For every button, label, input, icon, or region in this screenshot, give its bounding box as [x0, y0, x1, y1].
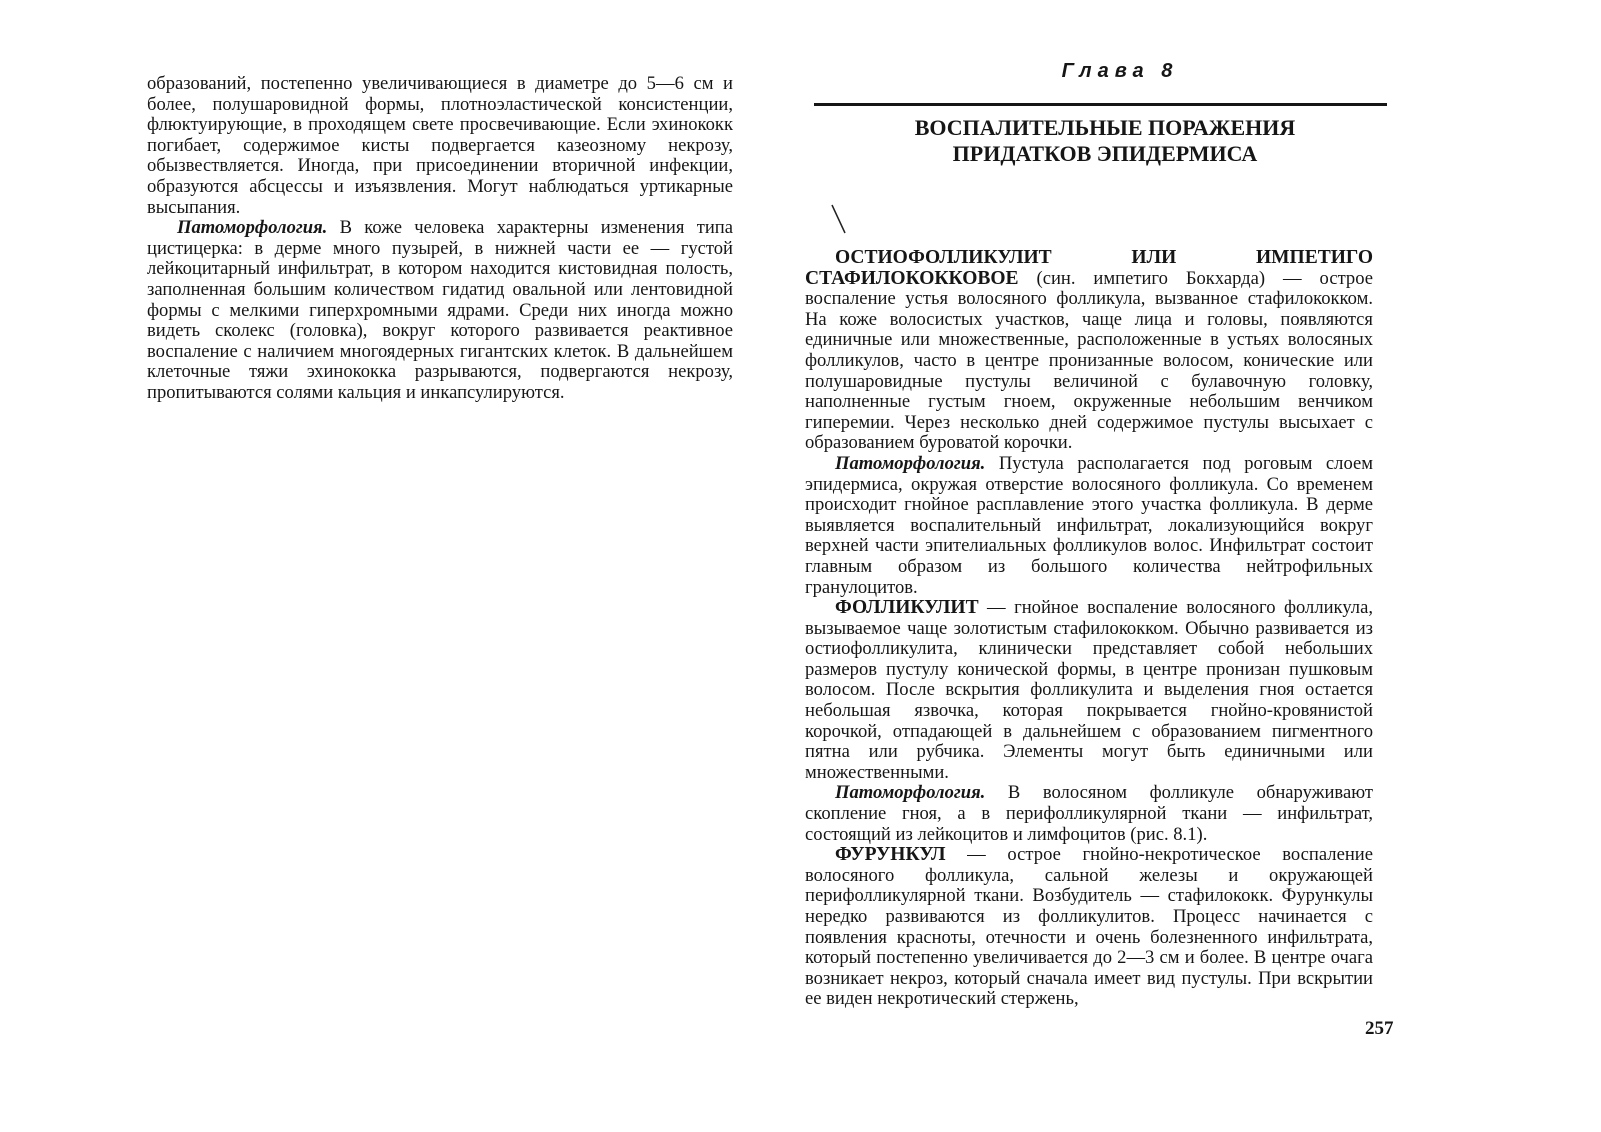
- chapter-title-line-2: ПРИДАТКОВ ЭПИДЕРМИСА: [952, 141, 1258, 166]
- chapter-rule: [814, 103, 1387, 106]
- term-pathomorphology: Патоморфология.: [835, 452, 986, 474]
- left-paragraph-1: [147, 74, 733, 218]
- right-paragraph-3: [805, 598, 1373, 783]
- chapter-title: [860, 115, 1350, 167]
- paragraph-text: (син. импетиго Бокхарда) — острое воспаление устья волосяного фолликула, вызванное стафилококком. На коже волосистых участков, чаще лица и головы, появляются единичные или множественные, расположенные в устьях волосяных фолликулов, часто в центре пронизанные волосом, конические или полушаровидные пустулы величиной с булавочную головку, наполненные густым гноем, окруженные небольшим венчиком гиперемии. Через несколько дней содержимое пустулы высыхает с образованием буроватой корочки.: [805, 267, 1373, 454]
- left-page: [147, 74, 733, 404]
- stray-pen-mark: [828, 203, 848, 235]
- paragraph-text: В волосяном фолликуле обнаруживают скопление гноя, а в перифолликулярной ткани — инфильтрат, состоящий из лейкоцитов и лимфоцитов (рис. 8.1).: [805, 782, 1373, 845]
- chapter-label: Глава 8: [1061, 60, 1179, 82]
- right-paragraph-1: [805, 248, 1373, 454]
- heading-furuncle: ФУРУНКУЛ: [835, 844, 946, 866]
- paragraph-text: образований, постепенно увеличивающиеся в диаметре до 5—6 см и более, полушаровидной формы, плотноэластической консистенции, флюктуирующие, в проходящем свете просвечивающие. Если эхинококк погибает, содержимое кисты подвергается казеозному некрозу, обызвествляется. Иногда, при присоединении вторичной инфекции, образуются абсцессы и изъязвления. Могут наблюдаться уртикарные высыпания.: [147, 73, 733, 218]
- right-body-text: [805, 248, 1373, 1010]
- heading-ostiofolliculitis: ОСТИОФОЛЛИКУЛИТ ИЛИ ИМПЕТИГО СТАФИЛОКОККОВОЕ: [805, 247, 1373, 289]
- paragraph-text: В коже человека характерны изменения типа цистицерка: в дерме много пузырей, в нижней части ее — густой лейкоцитарный инфильтрат, в котором находится кистовидная полость, заполненная большим количеством гидатид овальной или лентовидной формы с мелкими гиперхромными ядрами. Среди них иногда можно видеть сколекс (головка), вокруг которого развивается реактивное воспаление с наличием многоядерных гигантских клеток. В дальнейшем клеточные тяжи эхинококка разрываются, подвергаются некрозу, пропитываются солями кальция и инкапсулируются.: [147, 217, 733, 403]
- term-pathomorphology: Патоморфология.: [835, 782, 986, 804]
- term-pathomorphology: Патоморфология.: [177, 217, 328, 239]
- right-page: [805, 60, 1420, 1039]
- left-paragraph-2: [147, 218, 733, 403]
- paragraph-text: Пустула располагается под роговым слоем эпидермиса, окружая отверстие волосяного фолликула. Со временем происходит гнойное расплавление этого участка фолликула. В дерме выявляется воспалительный инфильтрат, локализующийся вокруг верхней части эпителиальных фолликулов волос. Инфильтрат состоит главным образом из большого количества нейтрофильных гранулоцитов.: [805, 452, 1373, 598]
- heading-folliculitis: ФОЛЛИКУЛИТ: [835, 597, 979, 619]
- right-paragraph-5: [805, 845, 1373, 1010]
- paragraph-text: — гнойное воспаление волосяного фолликула, вызываемое чаще золотистым стафилококком. Обычно развивается из остиофолликулита, клинически представляет собой небольших размеров пустулу конической формы, в центре пронизан пушковым волосом. После вскрытия фолликулита и выделения гноя остается небольшая язвочка, которая покрывается гнойно-кровянистой корочкой, отпадающей в дальнейшем с образованием пигментного пятна или рубчика. Элементы могут быть единичными или множественными.: [805, 597, 1373, 783]
- right-paragraph-2: [805, 454, 1373, 598]
- right-paragraph-4: [805, 783, 1373, 845]
- paragraph-text: — острое гнойно-некротическое воспаление волосяного фолликула, сальной железы и окружающей перифолликулярной ткани. Возбудитель — стафилококк. Фурункулы нередко развиваются из фолликулитов. Процесс начинается с появления красноты, отечности и очень болезненного инфильтрата, который постепенно увеличивается до 2—3 см и более. В центре очага возникает некроз, который сначала имеет вид пустулы. При вскрытии ее виден некротический стержень,: [805, 844, 1373, 1010]
- chapter-title-line-1: ВОСПАЛИТЕЛЬНЫЕ ПОРАЖЕНИЯ: [914, 115, 1296, 140]
- page-number: 257: [1365, 1018, 1394, 1039]
